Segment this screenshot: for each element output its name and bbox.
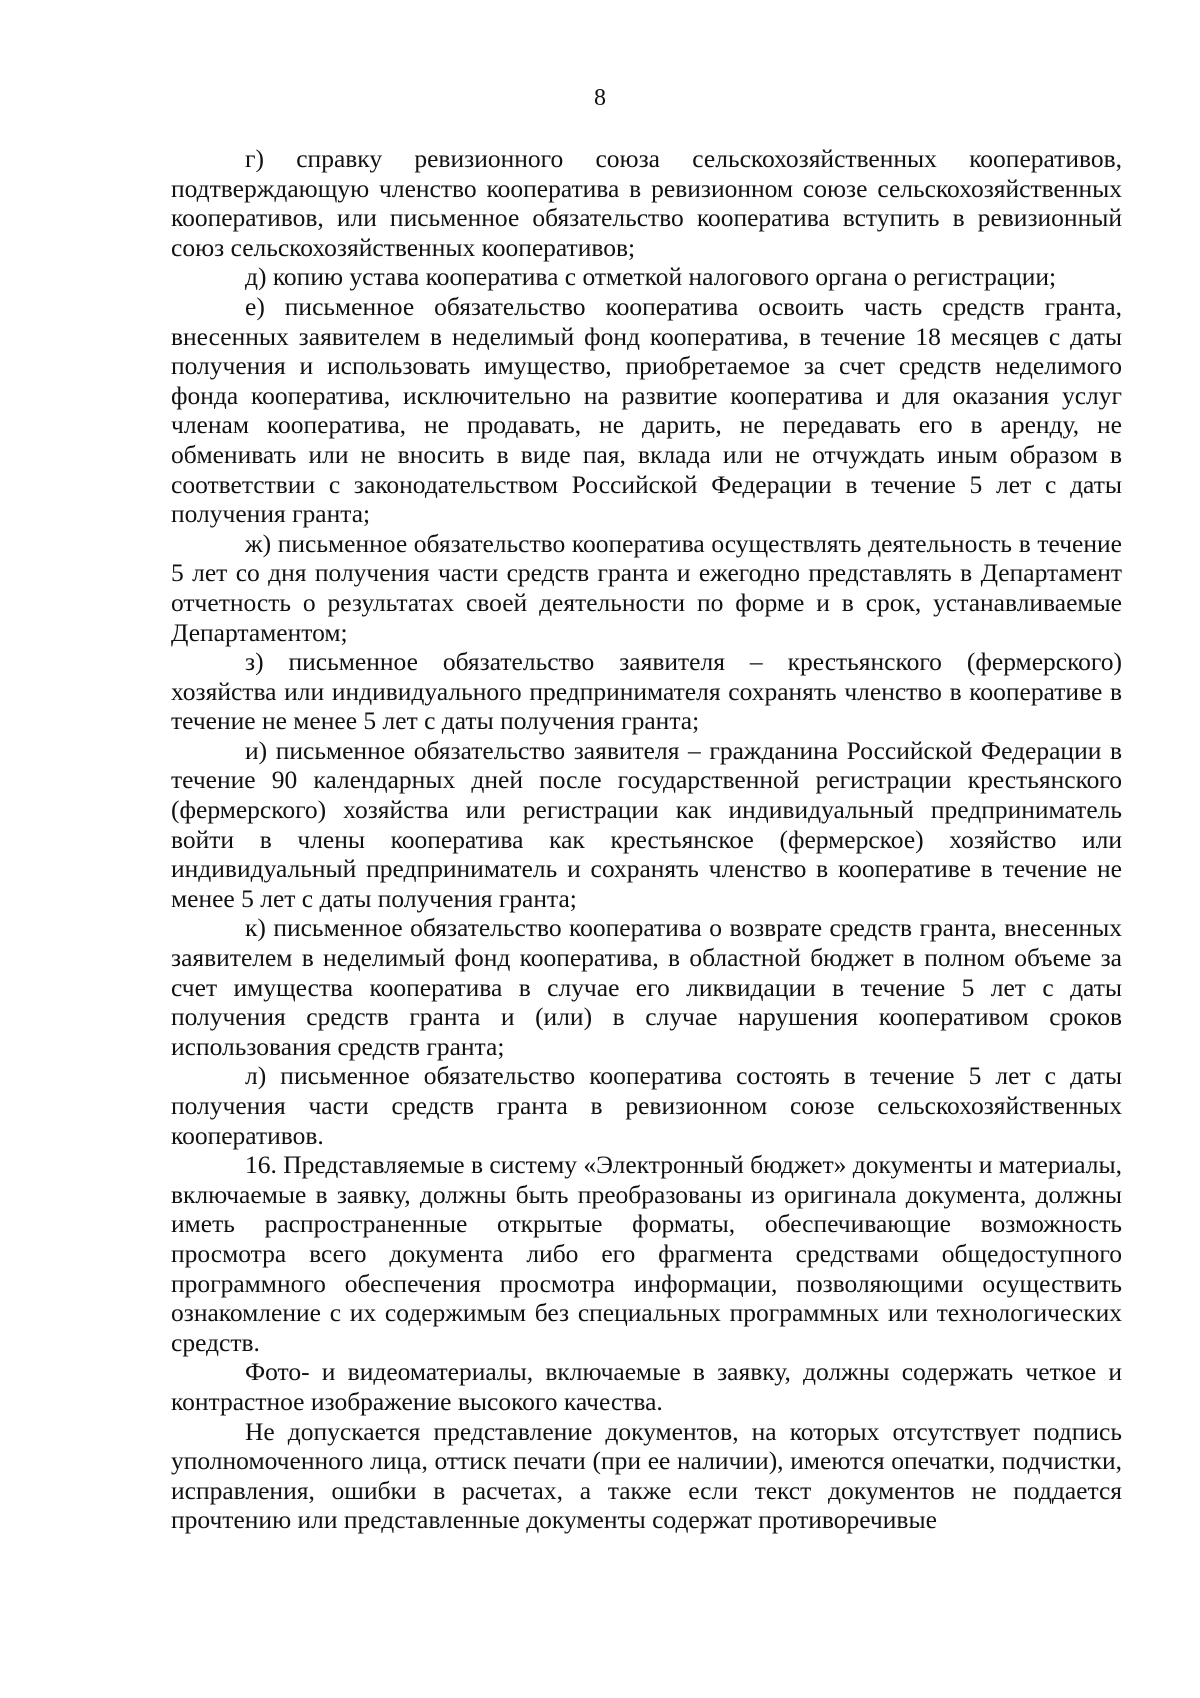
paragraph-not-allowed: Не допускается представление документов, на которых отсутствует подпись уполномоченного лица, оттиск печати (при ее наличии), имеются опечатки, подчистки, исправления, ошибки в расчетах, а также если текст документов не поддается прочтению или представленные документы содержат противоречивые [171,1416,1122,1535]
paragraph-zh: ж) письменное обязательство кооператива осуществлять деятельность в течение 5 лет со дня получения части средств гранта и ежегодно представлять в Департамент отчетность о результатах своей деятельности по форме и в срок, устанавливаемые Департаментом; [171,528,1122,647]
paragraph-d: д) копию устава кооператива с отметкой налогового органа о регистрации; [245,262,1057,292]
paragraph-g: г) справку ревизионного союза сельскохозяйственных кооперативов, подтверждающую членство кооператива в ревизионном союзе сельскохозяйственных кооперативов, или письменное обязательство кооператива вступить в ревизионный союз сельскохозяйственных кооперативов; [171,144,1122,262]
paragraph-z: з) письменное обязательство заявителя – крестьянского (фермерского) хозяйства или индивидуального предпринимателя сохранять членство в кооперативе в течение не менее 5 лет с даты получения гранта; [171,647,1122,736]
page-number: 8 [594,85,606,111]
document-body [171,144,1122,1535]
paragraph-e: е) письменное обязательство кооператива освоить часть средств гранта, внесенных заявителем в неделимый фонд кооператива, в течение 18 месяцев с даты получения и использовать имущество, приобретаемое за счет средств неделимого фонда кооператива, исключительно на развитие кооператива и для оказания услуг членам кооператива, не продавать, не дарить, не передавать его в аренду, не обменивать или не вносить в виде пая, вклада или не отчуждать иным образом в соответствии с законодательством Российской Федерации в течение 5 лет с даты получения гранта; [171,291,1122,529]
paragraph-l: л) письменное обязательство кооператива состоять в течение 5 лет с даты получения части средств гранта в ревизионном союзе сельскохозяйственных кооперативов. [171,1061,1122,1150]
paragraph-photo-video: Фото- и видеоматериалы, включаемые в заявку, должны содержать четкое и контрастное изображение высокого качества. [171,1357,1122,1416]
paragraph-i: и) письменное обязательство заявителя – гражданина Российской Федерации в течение 90 календарных дней после государственной регистрации крестьянского (фермерского) хозяйства или регистрации как индивидуальный предприниматель войти в члены кооператива как крестьянское (фермерское) хозяйство или индивидуальный предприниматель и сохранять членство в кооперативе в течение не менее 5 лет с даты получения гранта; [171,735,1122,913]
paragraph-16: 16. Представляемые в систему «Электронный бюджет» документы и материалы, включаемые в заявку, должны быть преобразованы из оригинала документа, должны иметь распространенные открытые форматы, обеспечивающие возможность просмотра всего документа либо его фрагмента средствами общедоступного программного обеспечения просмотра информации, позволяющими осуществить ознакомление с их содержимым без специальных программных или технологических средств. [171,1150,1122,1357]
paragraph-k: к) письменное обязательство кооператива о возврате средств гранта, внесенных заявителем в неделимый фонд кооператива, в областной бюджет в полном объеме за счет имущества кооператива в случае его ликвидации в течение 5 лет с даты получения средств гранта и (или) в случае нарушения кооперативом сроков использования средств гранта; [171,913,1122,1061]
